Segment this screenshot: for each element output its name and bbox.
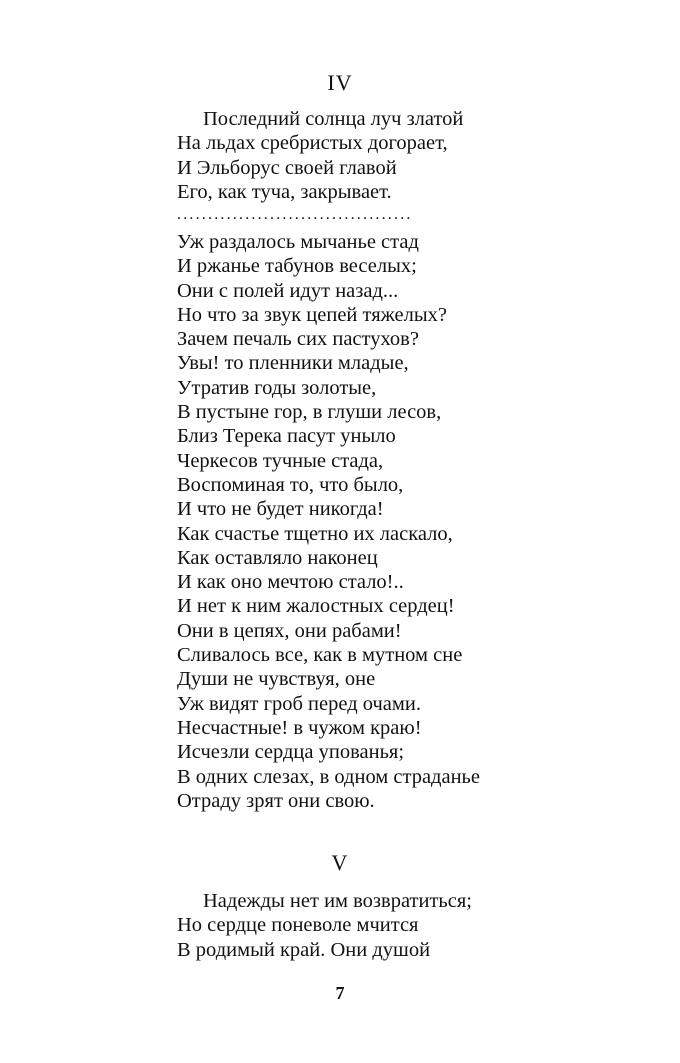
verse-line: Сливалось все, как в мутном сне <box>177 644 463 667</box>
verse-line: Души не чувствуя, оне <box>177 668 376 691</box>
verse-line: Но что за звук цепей тяжелых? <box>177 303 447 326</box>
verse-line: В одних слезах, в одном страданье <box>177 765 481 788</box>
stanza-v-opening <box>177 889 472 962</box>
verse-line: В родимый край. Они душой <box>177 938 431 961</box>
verse-line: На льдах сребристых догорает, <box>177 132 448 155</box>
verse-line: Но сердце поневоле мчится <box>177 914 419 937</box>
verse-line: Утратив годы золотые, <box>177 376 377 399</box>
verse-line: Надежды нет им возвратиться; <box>203 890 472 912</box>
verse-line: Они с полей идут назад... <box>177 279 399 302</box>
verse-line: Уж раздалось мычанье стад <box>177 231 419 253</box>
verse-line: И что не будет никогда! <box>177 498 384 521</box>
section-heading-v: V <box>331 850 349 875</box>
verse-line: Отраду зрят они свою. <box>177 789 375 812</box>
stanza-iv-opening <box>177 107 463 204</box>
stanza-iv-main <box>177 230 480 813</box>
verse-line: Увы! то пленники младые, <box>177 352 409 375</box>
verse-line: Последний солнца луч златой <box>203 108 464 130</box>
page-number: 7 <box>335 983 345 1003</box>
verse-line: Его, как туча, закрывает. <box>177 180 392 203</box>
verse-line: Воспоминая то, что было, <box>177 473 404 496</box>
dotted-separator: ...................................... <box>177 206 413 223</box>
section-heading-iv: IV <box>327 70 353 95</box>
verse-line: Как счастье тщетно их ласкало, <box>177 522 453 545</box>
verse-line: И ржанье табунов веселых; <box>177 255 417 278</box>
verse-line: Близ Терека пасут уныло <box>177 425 396 448</box>
verse-line: Они в цепях, они рабами! <box>177 619 402 642</box>
verse-line: И как оно мечтою стало!.. <box>177 571 404 594</box>
verse-line: Черкесов тучные стада, <box>177 449 384 472</box>
verse-line: Исчезли сердца упованья; <box>177 741 405 764</box>
verse-line: И нет к ним жалостных сердец! <box>177 595 455 618</box>
verse-line: Уж видят гроб перед очами. <box>177 692 421 715</box>
verse-line: Несчастные! в чужом краю! <box>177 716 422 739</box>
verse-line: Зачем печаль сих пастухов? <box>177 328 419 351</box>
verse-line: В пустыне гор, в глуши лесов, <box>177 401 442 424</box>
verse-line: И Эльборус своей главой <box>177 156 397 179</box>
verse-line: Как оставляло наконец <box>177 546 378 569</box>
